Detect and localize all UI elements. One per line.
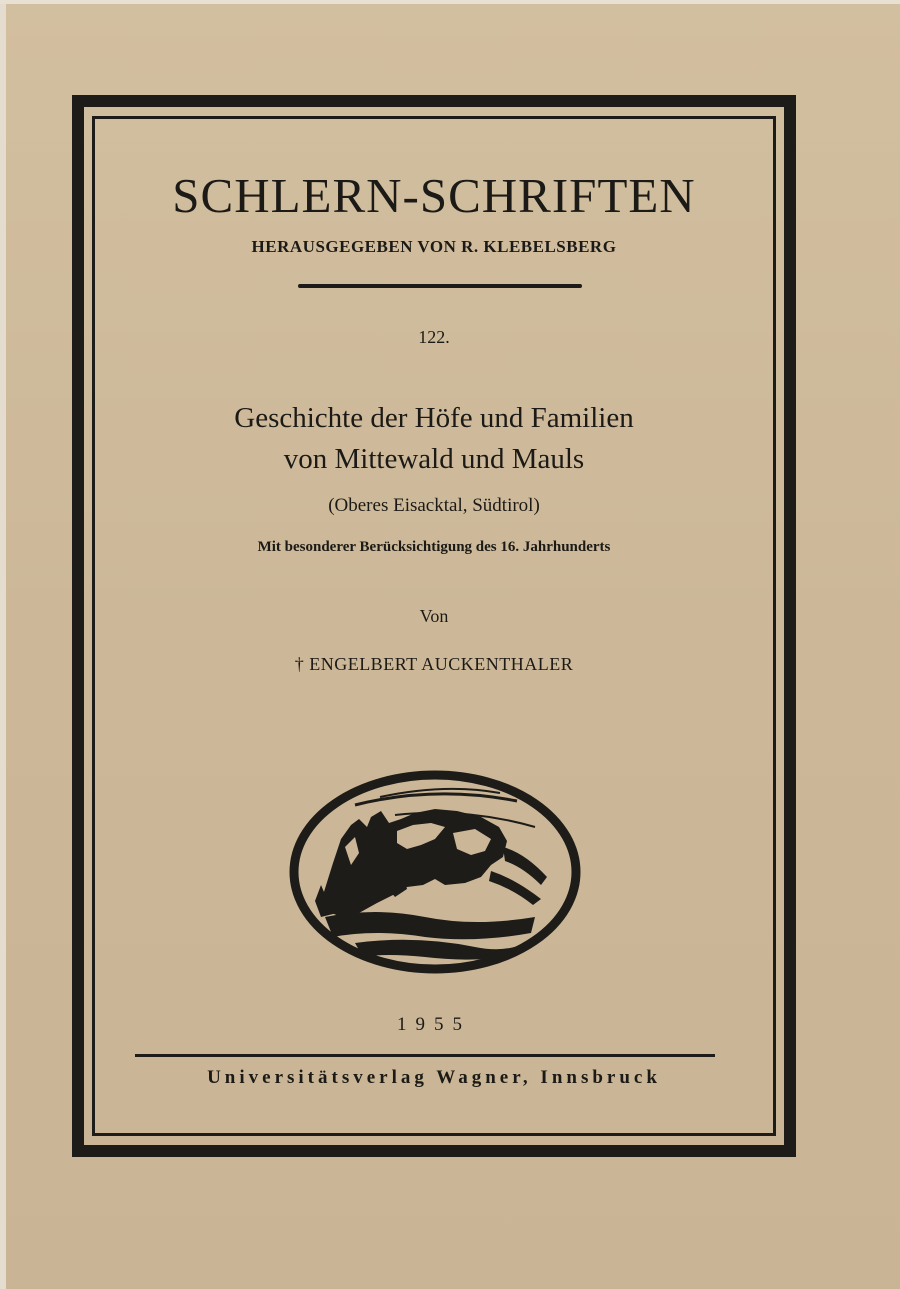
volume-number: 122. — [418, 327, 450, 347]
author-name: † ENGELBERT AUCKENTHALER — [294, 654, 574, 674]
page-edge-top — [0, 0, 900, 4]
book-subtitle: (Oberes Eisacktal, Südtirol) — [328, 495, 540, 516]
mountain-landscape-emblem-icon — [285, 767, 585, 977]
series-title: SCHLERN-SCHRIFTEN — [172, 168, 696, 223]
divider-rule-top — [298, 284, 582, 288]
book-title-line-2: von Mittewald und Mauls — [283, 443, 585, 475]
cover-content — [95, 119, 773, 1133]
publication-year: 1955 — [397, 1014, 471, 1035]
editor-line: HERAUSGEGEBEN VON R. KLEBELSBERG — [251, 237, 617, 256]
divider-rule-bottom — [135, 1054, 715, 1057]
by-label: Von — [419, 606, 449, 626]
page-edge-left — [0, 0, 6, 1289]
book-title-line-1: Geschichte der Höfe und Familien — [234, 402, 634, 434]
book-note: Mit besonderer Berücksichtigung des 16. Jahrhunderts — [257, 539, 611, 555]
publisher-name: Universitätsverlag Wagner, Innsbruck — [207, 1067, 661, 1088]
